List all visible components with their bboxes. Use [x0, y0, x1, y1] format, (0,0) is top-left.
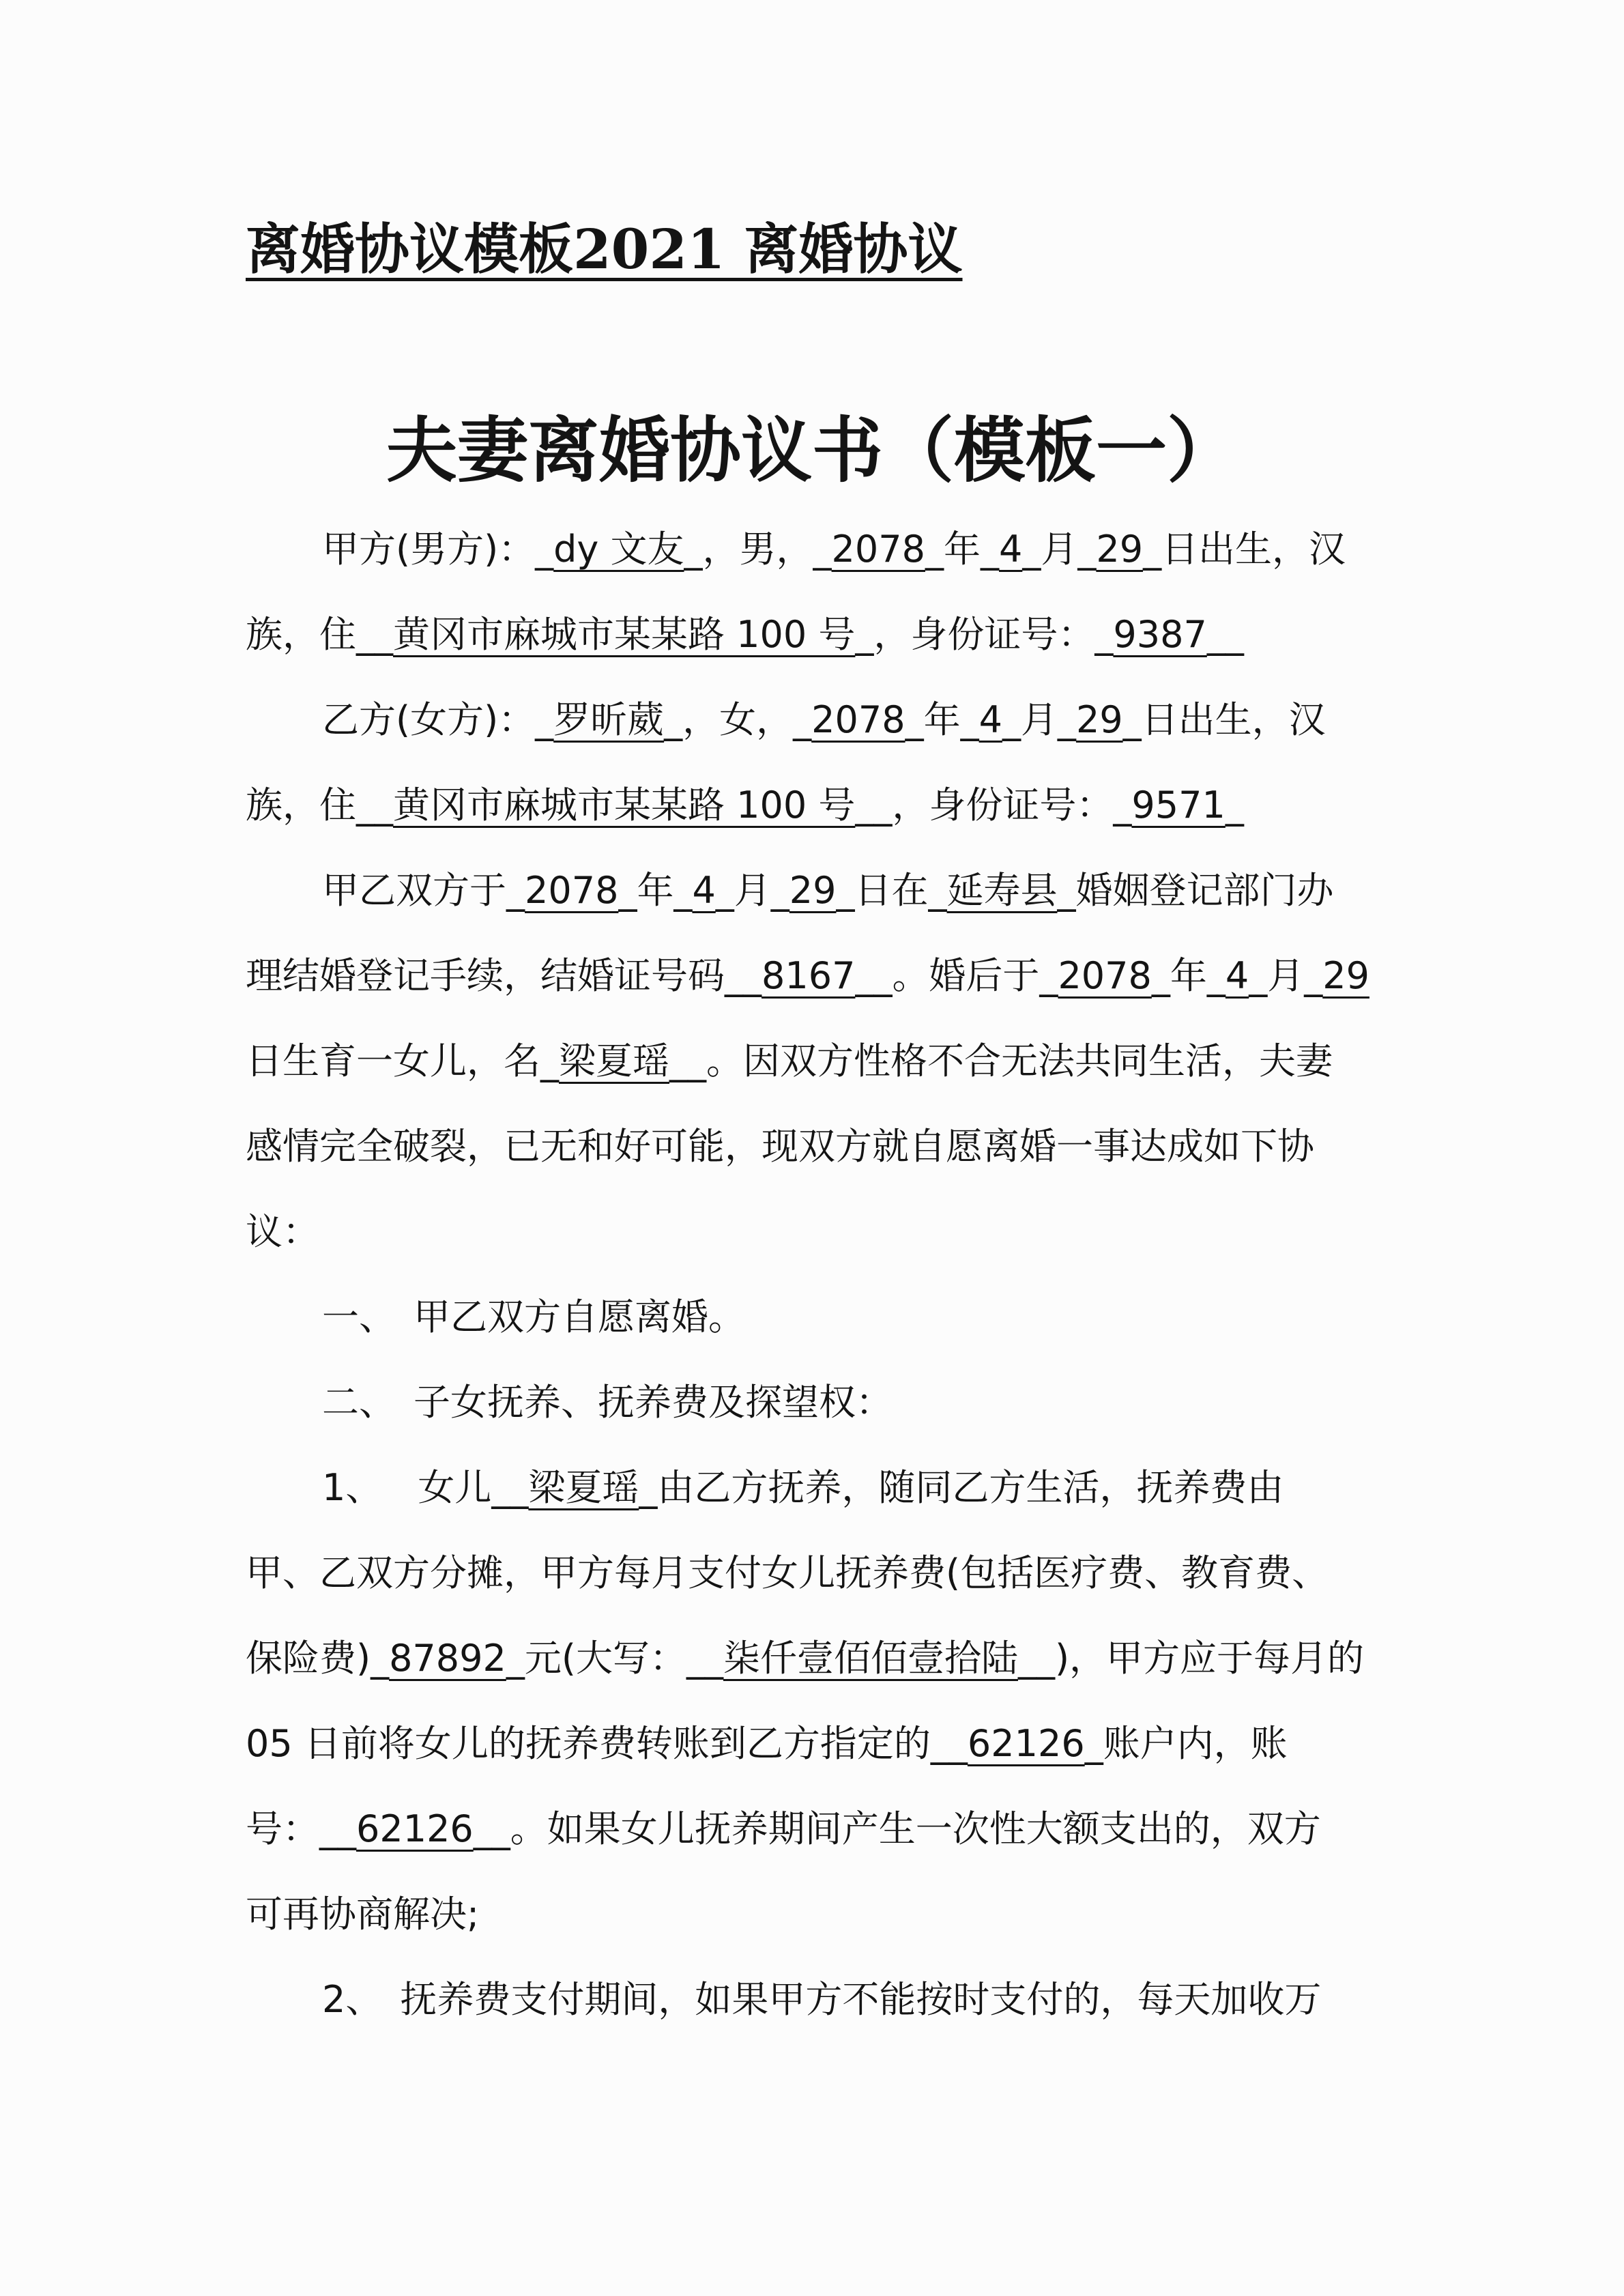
text-line [246, 1116, 1314, 1177]
text-segment: 日生育一女儿，名_ [246, 1039, 559, 1082]
text-segment: _日在_ [836, 869, 947, 912]
text-segment: __。因双方性格不合无法共同生活，夫妻 [669, 1039, 1333, 1082]
filled-field: 29 [789, 869, 837, 912]
filled-field: 62126 [967, 1722, 1085, 1765]
filled-field: 2078 [1058, 954, 1152, 997]
text-line [246, 1713, 1288, 1775]
filled-field: 9387 [1113, 613, 1207, 656]
text-line [322, 1287, 745, 1348]
text-segment: __，身份证号：_ [855, 784, 1132, 827]
text-line [246, 1542, 1329, 1604]
text-segment: 号：__ [246, 1807, 356, 1850]
text-line [246, 1628, 1364, 1689]
text-segment: _年_ [905, 698, 979, 741]
filled-field: 4 [692, 869, 716, 912]
text-segment: 理结婚登记手续，结婚证号码__ [246, 954, 762, 997]
text-segment: 女儿__ [418, 1466, 529, 1509]
filled-field: 柒仟壹佰佰壹拾陆 [723, 1637, 1018, 1680]
text-segment: 可再协商解决; [246, 1893, 480, 1936]
text-segment: _年_ [1151, 954, 1226, 997]
text-line [322, 1969, 1321, 2030]
filled-field: 2078 [811, 698, 905, 741]
filled-field: 梁夏瑶 [559, 1039, 669, 1082]
text-segment: _ [1225, 784, 1244, 827]
text-segment: 感情完全破裂，已无和好可能，现双方就自愿离婚一事达成如下协 [246, 1125, 1314, 1168]
text-segment: _月_ [1002, 698, 1076, 741]
text-segment: _，女，_ [664, 698, 812, 741]
text-line [322, 1372, 893, 1433]
text-segment: _由乙方抚养，随同乙方生活，抚养费由 [639, 1466, 1284, 1509]
filled-field: 黄冈市麻城市某某路 100 号 [393, 613, 856, 656]
text-segment: _日出生，汉 [1143, 528, 1346, 571]
text-line [246, 1201, 319, 1263]
text-segment: 05 日前将女儿的抚养费转账到乙方指定的__ [246, 1722, 968, 1765]
filled-field: 2078 [525, 869, 619, 912]
text-line [322, 860, 1334, 921]
text-segment: _，身份证号：_ [855, 613, 1114, 656]
document-title: 离婚协议模板2021 离婚协议 [246, 217, 963, 281]
text-segment: _账户内，账 [1084, 1722, 1288, 1765]
text-line [322, 689, 1326, 751]
filled-field: 罗昕葳 [553, 698, 665, 741]
filled-field: dy 文友 [553, 528, 684, 571]
text-segment: 甲乙双方自愿离婚。 [414, 1295, 745, 1338]
text-segment: 议： [246, 1210, 319, 1253]
text-segment: 甲方(男方)：_ [322, 528, 554, 571]
text-segment: 抚养费支付期间，如果甲方不能按时支付的，每天加收万 [400, 1978, 1322, 2021]
text-line [246, 604, 1244, 665]
text-line [322, 1457, 1284, 1519]
text-segment: _月_ [715, 869, 789, 912]
filled-field: 9571 [1131, 784, 1226, 827]
text-segment: __。如果女儿抚养期间产生一次性大额支出的，双方 [473, 1807, 1321, 1850]
text-segment: 一、 [322, 1295, 396, 1338]
text-line [246, 945, 1369, 1007]
filled-field: 29 [1322, 954, 1369, 997]
filled-field: 29 [1096, 528, 1144, 571]
text-segment: _婚姻登记部门办 [1057, 869, 1334, 912]
filled-field: 梁夏瑶 [528, 1466, 639, 1509]
text-line [246, 1031, 1333, 1092]
filled-field: 87892 [389, 1637, 506, 1680]
text-segment: 子女抚养、抚养费及探望权： [414, 1381, 893, 1424]
text-segment: 二、 [322, 1381, 396, 1424]
agreement-heading: 夫妻离婚协议书（模板一） [386, 409, 1238, 492]
text-line [322, 519, 1346, 580]
text-line [246, 1884, 479, 1945]
text-segment: _元(大写：__ [506, 1637, 723, 1680]
text-segment: _月_ [1249, 954, 1323, 997]
text-segment: _，男，_ [684, 528, 832, 571]
text-line [246, 775, 1244, 836]
filled-field: 黄冈市麻城市某某路 100 号 [393, 784, 856, 827]
filled-field: 4 [1225, 954, 1249, 997]
filled-field: 4 [978, 698, 1002, 741]
filled-field: 29 [1075, 698, 1123, 741]
text-segment: __。婚后于_ [855, 954, 1058, 997]
text-segment: _年_ [618, 869, 693, 912]
text-segment: _日出生，汉 [1122, 698, 1326, 741]
filled-field: 2078 [831, 528, 925, 571]
filled-field: 8167 [762, 954, 856, 997]
text-segment: _年_ [925, 528, 999, 571]
text-segment: 族，住__ [246, 613, 393, 656]
text-segment: __ [1206, 613, 1244, 656]
filled-field: 62126 [356, 1807, 474, 1850]
text-segment: 1、 [322, 1466, 383, 1509]
text-segment: 乙方(女方)：_ [322, 698, 554, 741]
text-segment: 甲乙双方于_ [322, 869, 525, 912]
filled-field: 4 [998, 528, 1023, 571]
text-segment: 2、 [322, 1978, 383, 2021]
text-segment: 甲、乙双方分摊，甲方每月支付女儿抚养费(包括医疗费、教育费、 [246, 1551, 1329, 1594]
filled-field: 延寿县 [946, 869, 1058, 912]
text-segment: 族，住__ [246, 784, 393, 827]
text-segment: _月_ [1022, 528, 1097, 571]
text-segment: __)，甲方应于每月的 [1017, 1637, 1365, 1680]
text-line [246, 1798, 1321, 1860]
text-segment: 保险费)_ [246, 1637, 390, 1680]
